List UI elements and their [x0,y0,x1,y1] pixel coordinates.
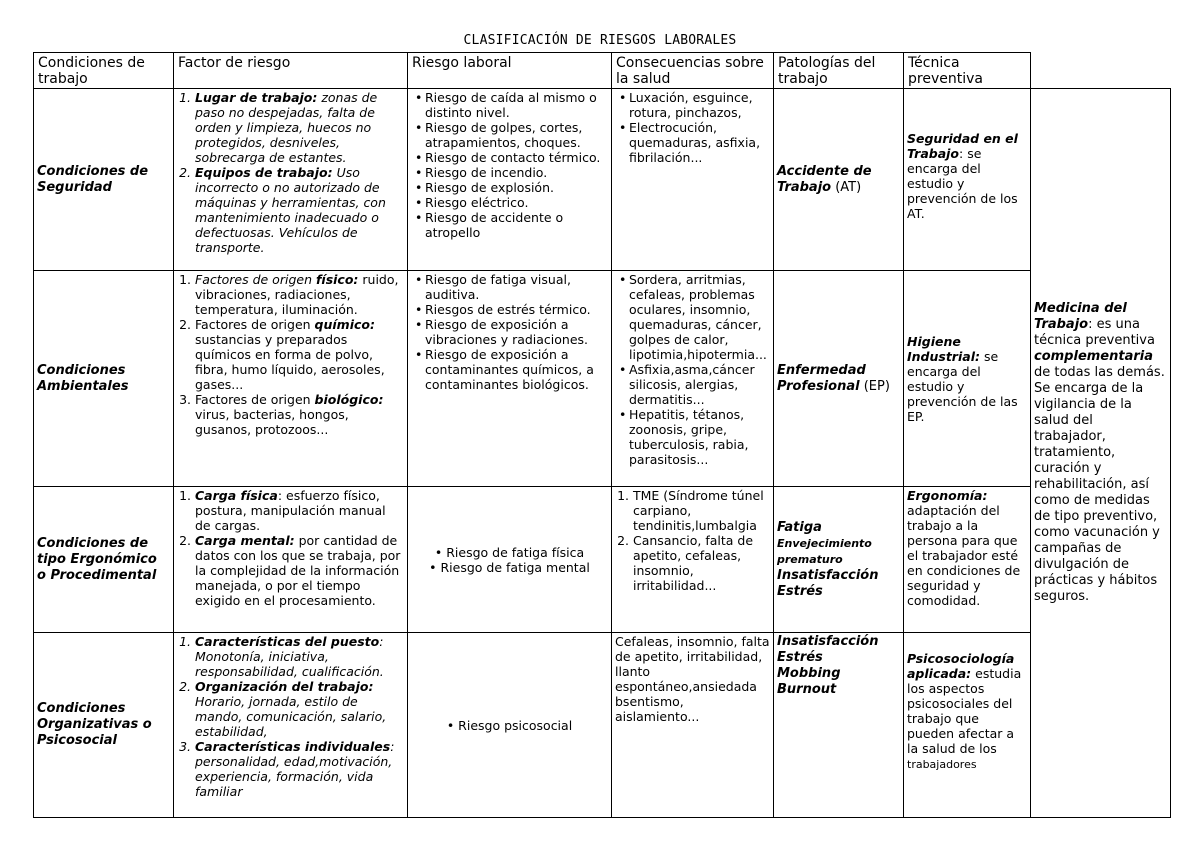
header-riesgo: Riesgo laboral [408,53,612,89]
page-title: CLASIFICACIÓN DE RIESGOS LABORALES [463,33,737,48]
consecuencias-cell: Cefaleas, insomnio, falta de apetito, irritabilidad, llanto espontáneo,ansiedada bsentismo, aislamiento... [612,633,774,818]
medicina-cell: Medicina del Trabajo: es una técnica preventiva complementaria de todas las demás. Se encarga de la vigilancia de la salud del trabajador, tratamiento, curación y rehabilitación, así como de medidas de tipo preventivo, como vacunación y campañas de divulgación de prácticas y hábitos seguros. [1031,89,1171,818]
list-item: • Riesgo de golpes, cortes, atrapamientos, choques. [423,120,608,150]
condition-cell: Condiciones de tipo Ergonómico o Procedimental [34,487,174,633]
list-item: • Sordera, arritmias, cefaleas, problemas oculares, insomnio, quemaduras, cáncer, golpes de calor, lipotimia,hipotermia... [627,272,770,362]
factor-cell [174,633,408,818]
factor-cell [174,271,408,487]
table-row-ergonomico [34,487,1171,633]
tecnica-cell: Ergonomía: adaptación del trabajo a la persona para que el trabajador esté en condiciones de seguridad y comodidad. [904,487,1031,633]
condition-cell: Condiciones de Seguridad [34,89,174,271]
factor-item: 2. Factores de origen químico: sustancias y preparados químicos en forma de polvo, fibra, humo líquido, aerosoles, gases... [195,317,404,392]
list-item: • Riesgo de fatiga mental [429,559,590,575]
riesgo-cell [408,487,612,633]
table-row-ambientales [34,271,1171,487]
list-item: • Hepatitis, tétanos, zoonosis, gripe, tuberculosis, rabia, parasitosis... [627,407,770,467]
list-item: • Riesgo eléctrico. [423,195,608,210]
risk-classification-table [33,52,1171,818]
condition-cell: Condiciones Organizativas o Psicosocial [34,633,174,818]
list-item: 2. Cansancio, falta de apetito, cefaleas, insomnio, irritabilidad... [633,533,770,593]
table-row-organizativas [34,633,1171,818]
header-consecuencias: Consecuencias sobre la salud [612,53,774,89]
riesgo-cell [408,271,612,487]
factor-item: 1. Factores de origen físico: ruido, vibraciones, radiaciones, temperatura, iluminación. [195,272,404,317]
list-item: • Luxación, esguince, rotura, pinchazos, [627,90,770,120]
consecuencias-cell [612,487,774,633]
header-patologias: Patologías del trabajo [774,53,904,89]
header-condiciones: Condiciones de trabajo [34,53,174,89]
list-item: • Riesgo de caída al mismo o distinto nivel. [423,90,608,120]
consecuencias-cell [612,89,774,271]
list-item: • Riesgo de fatiga visual, auditiva. [423,272,608,302]
condition-cell: Condiciones Ambientales [34,271,174,487]
factor-item: 2. Carga mental: por cantidad de datos con los que se trabaja, por la complejidad de la información manejada, o por el tiempo exigido en el procesamiento. [195,533,404,608]
tecnica-cell: Seguridad en el Trabajo: se encarga del estudio y prevención de los AT. [904,89,1031,271]
patologia-cell: Enfermedad Profesional (EP) [774,271,904,487]
riesgo-cell: • Riesgo psicosocial [408,633,612,818]
list-item: • Asfixia,asma,cáncer silicosis, alergias, dermatitis... [627,362,770,407]
factor-item: 3. Características individuales: personalidad, edad,motivación, experiencia, formación, vida familiar [195,739,404,799]
factor-item: 3. Factores de origen biológico: virus, bacterias, hongos, gusanos, protozoos... [195,392,404,437]
tecnica-cell: Higiene Industrial: se encarga del estudio y prevención de las EP. [904,271,1031,487]
list-item: • Riesgo de incendio. [423,165,608,180]
factor-item: 1. Carga física: esfuerzo físico, postura, manipulación manual de cargas. [195,488,404,533]
table-row-seguridad [34,89,1171,271]
list-item: • Riesgo de fatiga física [434,544,585,560]
header-tecnica: Técnica preventiva [904,53,1031,89]
list-item: • Riesgo de contacto térmico. [423,150,608,165]
list-item: • Riesgo de explosión. [423,180,608,195]
patologia-cell: Fatiga Envejecimiento prematuro Insatisfacción Estrés [774,487,904,633]
tecnica-cell: Psicosociología aplicada: estudia los aspectos psicosociales del trabajo que pueden afectar a la salud de los trabajadores [904,633,1031,818]
list-item: • Riesgo de accidente o atropello [423,210,608,240]
factor-cell [174,487,408,633]
header-row [34,53,1171,89]
patologia-cell: Accidente de Trabajo (AT) [774,89,904,271]
factor-item: 1. Características del puesto: Monotonía, iniciativa, responsabilidad, cualificación. [195,634,404,679]
header-factor: Factor de riesgo [174,53,408,89]
factor-item: 2. Equipos de trabajo: Uso incorrecto o no autorizado de máquinas y herramientas, con mantenimiento inadecuado o defectuosas. Vehículos de transporte. [195,165,404,255]
list-item: • Riesgos de estrés térmico. [423,302,608,317]
list-item: 1. TME (Síndrome túnel carpiano, tendinitis,lumbalgia [633,488,770,533]
factor-item: 2. Organización del trabajo: Horario, jornada, estilo de mando, comunicación, salario, estabilidad, [195,679,404,739]
patologia-cell: Insatisfacción Estrés Mobbing Burnout [774,633,904,818]
header-empty [1031,53,1171,89]
riesgo-cell [408,89,612,271]
factor-cell [174,89,408,271]
list-item: • Riesgo de exposición a contaminantes químicos, a contaminantes biológicos. [423,347,608,392]
factor-item: 1. Lugar de trabajo: zonas de paso no despejadas, falta de orden y limpieza, huecos no protegidos, desniveles, sobrecarga de estantes. [195,90,404,165]
list-item: • Electrocución, quemaduras, asfixia, fibrilación... [627,120,770,165]
consecuencias-cell [612,271,774,487]
list-item: • Riesgo de exposición a vibraciones y radiaciones. [423,317,608,347]
